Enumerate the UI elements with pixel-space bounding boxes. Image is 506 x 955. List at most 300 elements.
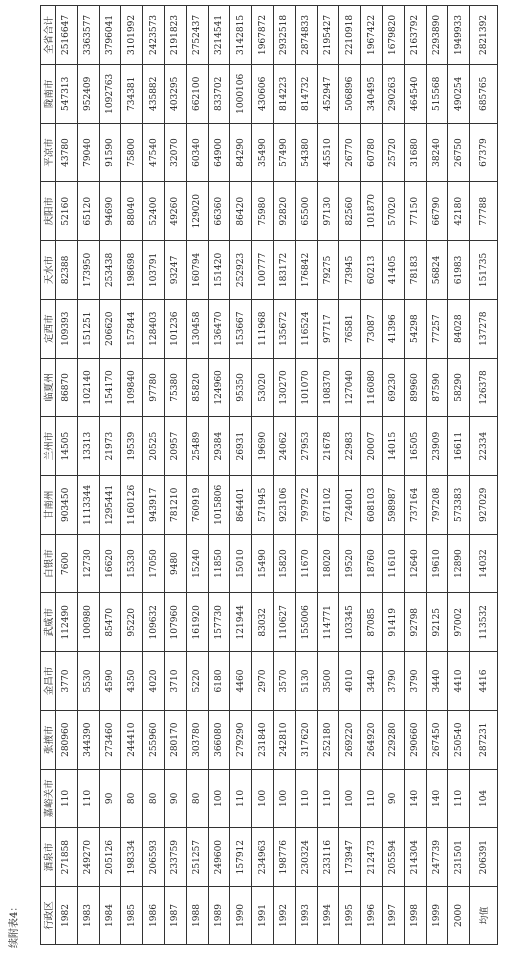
- table-cell: 252923: [230, 241, 252, 300]
- table-cell: 21973: [99, 417, 121, 476]
- table-cell: 57490: [273, 123, 295, 182]
- column-header: 嘉峪关市: [41, 769, 56, 828]
- table-cell: 110: [448, 769, 470, 828]
- table-cell: 80: [186, 769, 208, 828]
- table-cell: 206620: [99, 299, 121, 358]
- table-cell: 83032: [252, 593, 274, 652]
- data-table: [40, 5, 498, 945]
- table-cell: 231501: [448, 828, 470, 887]
- table-cell: 242810: [273, 710, 295, 769]
- table-cell: 927029: [470, 475, 498, 534]
- table-cell: 47540: [143, 123, 165, 182]
- header-row: [41, 6, 56, 945]
- table-row: [448, 6, 470, 945]
- table-cell: 116080: [361, 358, 383, 417]
- table-cell: 97130: [317, 182, 339, 241]
- table-cell: 7600: [56, 534, 78, 593]
- table-cell: 20957: [164, 417, 186, 476]
- table-cell: 21678: [317, 417, 339, 476]
- table-cell: 1113344: [77, 475, 99, 534]
- column-header: 金昌市: [41, 652, 56, 711]
- table-cell: 93247: [164, 241, 186, 300]
- table-cell: 14015: [382, 417, 404, 476]
- table-cell: 4010: [339, 652, 361, 711]
- table-cell: 101870: [361, 182, 383, 241]
- column-header: 临夏州: [41, 358, 56, 417]
- table-cell: 173950: [77, 241, 99, 300]
- table-cell: 87590: [426, 358, 448, 417]
- table-cell: 130458: [186, 299, 208, 358]
- table-row: [56, 6, 78, 945]
- row-label-cell: 1996: [361, 887, 383, 945]
- table-cell: 1160126: [121, 475, 143, 534]
- table-cell: 22983: [339, 417, 361, 476]
- table-cell: 4590: [99, 652, 121, 711]
- table-cell: 3142815: [230, 6, 252, 65]
- table-cell: 77150: [404, 182, 426, 241]
- table-cell: 90: [99, 769, 121, 828]
- table-cell: 151735: [470, 241, 498, 300]
- table-cell: 250540: [448, 710, 470, 769]
- table-cell: 66360: [208, 182, 230, 241]
- table-cell: 244410: [121, 710, 143, 769]
- table-cell: 126378: [470, 358, 498, 417]
- table-cell: 2423573: [143, 6, 165, 65]
- table-cell: 89960: [404, 358, 426, 417]
- table-row: [208, 6, 230, 945]
- table-cell: 31680: [404, 123, 426, 182]
- table-cell: 814223: [273, 64, 295, 123]
- table-cell: 2516647: [56, 6, 78, 65]
- table-cell: 130270: [273, 358, 295, 417]
- table-cell: 107960: [164, 593, 186, 652]
- table-cell: 11850: [208, 534, 230, 593]
- table-cell: 573383: [448, 475, 470, 534]
- table-cell: 280170: [164, 710, 186, 769]
- table-cell: 73945: [339, 241, 361, 300]
- table-cell: 12640: [404, 534, 426, 593]
- table-cell: 317620: [295, 710, 317, 769]
- table-cell: 90: [382, 769, 404, 828]
- table-cell: 252180: [317, 710, 339, 769]
- table-cell: 1949933: [448, 6, 470, 65]
- row-label-cell: 1991: [252, 887, 274, 945]
- table-cell: 1092763: [99, 64, 121, 123]
- table-cell: 814732: [295, 64, 317, 123]
- table-cell: 797972: [295, 475, 317, 534]
- table-cell: 15490: [252, 534, 274, 593]
- rotated-table-container: [40, 5, 498, 945]
- column-header: 甘南州: [41, 475, 56, 534]
- table-cell: 110: [295, 769, 317, 828]
- table-cell: 100980: [77, 593, 99, 652]
- table-cell: 65500: [295, 182, 317, 241]
- table-row: [77, 6, 99, 945]
- table-cell: 85470: [99, 593, 121, 652]
- table-cell: 151420: [208, 241, 230, 300]
- table-cell: 88040: [121, 182, 143, 241]
- table-cell: 110: [317, 769, 339, 828]
- row-label-cell: 均值: [470, 887, 498, 945]
- table-cell: 2874833: [295, 6, 317, 65]
- table-cell: 4410: [448, 652, 470, 711]
- table-cell: 77788: [470, 182, 498, 241]
- table-cell: 128403: [143, 299, 165, 358]
- table-cell: 109840: [121, 358, 143, 417]
- table-cell: 92125: [426, 593, 448, 652]
- table-cell: 79040: [77, 123, 99, 182]
- table-cell: 87085: [361, 593, 383, 652]
- table-cell: 75980: [252, 182, 274, 241]
- table-cell: 2752437: [186, 6, 208, 65]
- table-cell: 110: [361, 769, 383, 828]
- table-cell: 452947: [317, 64, 339, 123]
- table-cell: 38240: [426, 123, 448, 182]
- table-cell: 79275: [317, 241, 339, 300]
- table-cell: 17050: [143, 534, 165, 593]
- table-cell: 4460: [230, 652, 252, 711]
- table-cell: 20525: [143, 417, 165, 476]
- table-cell: 108370: [317, 358, 339, 417]
- table-cell: 75800: [121, 123, 143, 182]
- table-cell: 247739: [426, 828, 448, 887]
- table-cell: 3101992: [121, 6, 143, 65]
- table-cell: 92820: [273, 182, 295, 241]
- table-cell: 2195427: [317, 6, 339, 65]
- table-cell: 84028: [448, 299, 470, 358]
- table-cell: 515568: [426, 64, 448, 123]
- table-row: [273, 6, 295, 945]
- column-header: 庆阳市: [41, 182, 56, 241]
- row-label-cell: 1988: [186, 887, 208, 945]
- table-cell: 2191823: [164, 6, 186, 65]
- table-cell: 464540: [404, 64, 426, 123]
- table-cell: 547313: [56, 64, 78, 123]
- table-cell: 58290: [448, 358, 470, 417]
- table-cell: 598987: [382, 475, 404, 534]
- table-cell: 43780: [56, 123, 78, 182]
- table-cell: 90: [164, 769, 186, 828]
- table-cell: 737164: [404, 475, 426, 534]
- table-cell: 103345: [339, 593, 361, 652]
- table-cell: 155006: [295, 593, 317, 652]
- table-cell: 100: [208, 769, 230, 828]
- table-cell: 157844: [121, 299, 143, 358]
- table-cell: 234963: [252, 828, 274, 887]
- table-cell: 205126: [99, 828, 121, 887]
- table-cell: 3790: [404, 652, 426, 711]
- table-cell: 214304: [404, 828, 426, 887]
- table-cell: 110627: [273, 593, 295, 652]
- table-cell: 212473: [361, 828, 383, 887]
- table-cell: 760919: [186, 475, 208, 534]
- table-cell: 344390: [77, 710, 99, 769]
- column-header: 陇南市: [41, 64, 56, 123]
- table-cell: 3363577: [77, 6, 99, 65]
- table-cell: 269220: [339, 710, 361, 769]
- table-cell: 82560: [339, 182, 361, 241]
- table-cell: 69230: [382, 358, 404, 417]
- table-cell: 92798: [404, 593, 426, 652]
- table-cell: 76581: [339, 299, 361, 358]
- table-cell: 435882: [143, 64, 165, 123]
- table-cell: 157730: [208, 593, 230, 652]
- table-cell: 15240: [186, 534, 208, 593]
- column-header: 酒泉市: [41, 828, 56, 887]
- table-cell: 18020: [317, 534, 339, 593]
- table-cell: 290263: [382, 64, 404, 123]
- table-caption-box: [5, 838, 25, 948]
- table-cell: 129020: [186, 182, 208, 241]
- table-row: [382, 6, 404, 945]
- table-cell: 84290: [230, 123, 252, 182]
- table-cell: 56824: [426, 241, 448, 300]
- table-cell: 23909: [426, 417, 448, 476]
- table-cell: 11610: [382, 534, 404, 593]
- table-cell: 833702: [208, 64, 230, 123]
- table-cell: 97780: [143, 358, 165, 417]
- table-cell: 280960: [56, 710, 78, 769]
- table-cell: 5130: [295, 652, 317, 711]
- table-cell: 13313: [77, 417, 99, 476]
- table-cell: 198776: [273, 828, 295, 887]
- table-cell: 264920: [361, 710, 383, 769]
- table-cell: 290660: [404, 710, 426, 769]
- row-label-cell: 1998: [404, 887, 426, 945]
- table-cell: 64900: [208, 123, 230, 182]
- row-label-cell: 1989: [208, 887, 230, 945]
- row-label-cell: 1984: [99, 887, 121, 945]
- table-cell: 26770: [339, 123, 361, 182]
- column-header: 行政区: [41, 887, 56, 945]
- table-cell: 41405: [382, 241, 404, 300]
- table-cell: 2932518: [273, 6, 295, 65]
- table-cell: 16505: [404, 417, 426, 476]
- table-cell: 95350: [230, 358, 252, 417]
- table-cell: 160794: [186, 241, 208, 300]
- table-row: [143, 6, 165, 945]
- table-cell: 140: [426, 769, 448, 828]
- table-cell: 403295: [164, 64, 186, 123]
- table-cell: 100: [273, 769, 295, 828]
- table-cell: 12890: [448, 534, 470, 593]
- table-cell: 1015806: [208, 475, 230, 534]
- row-label-cell: 1999: [426, 887, 448, 945]
- table-inner: [40, 5, 498, 945]
- table-cell: 255960: [143, 710, 165, 769]
- row-label-cell: 1982: [56, 887, 78, 945]
- table-cell: 140: [404, 769, 426, 828]
- table-cell: 82388: [56, 241, 78, 300]
- table-cell: 3440: [426, 652, 448, 711]
- table-cell: 249600: [208, 828, 230, 887]
- table-cell: 1000106: [230, 64, 252, 123]
- table-cell: 110: [230, 769, 252, 828]
- table-cell: 49260: [164, 182, 186, 241]
- row-label-cell: 2000: [448, 887, 470, 945]
- table-row: [186, 6, 208, 945]
- row-label-cell: 1985: [121, 887, 143, 945]
- table-cell: 73087: [361, 299, 383, 358]
- table-cell: 230324: [295, 828, 317, 887]
- table-cell: 571945: [252, 475, 274, 534]
- column-header: 天水市: [41, 241, 56, 300]
- table-cell: 271858: [56, 828, 78, 887]
- table-cell: 287231: [470, 710, 498, 769]
- table-cell: 25489: [186, 417, 208, 476]
- table-cell: 78183: [404, 241, 426, 300]
- table-cell: 101070: [295, 358, 317, 417]
- column-header: 张掖市: [41, 710, 56, 769]
- table-cell: 205594: [382, 828, 404, 887]
- table-cell: 19520: [339, 534, 361, 593]
- table-cell: 60340: [186, 123, 208, 182]
- table-cell: 104: [470, 769, 498, 828]
- table-cell: 15820: [273, 534, 295, 593]
- table-row: [470, 6, 498, 945]
- table-cell: 4020: [143, 652, 165, 711]
- table-cell: 18760: [361, 534, 383, 593]
- table-cell: 86420: [230, 182, 252, 241]
- table-cell: 86870: [56, 358, 78, 417]
- table-cell: 91419: [382, 593, 404, 652]
- table-cell: 724001: [339, 475, 361, 534]
- table-cell: 94690: [99, 182, 121, 241]
- table-cell: 340495: [361, 64, 383, 123]
- table-cell: 26750: [448, 123, 470, 182]
- table-cell: 2970: [252, 652, 274, 711]
- table-cell: 1679820: [382, 6, 404, 65]
- table-cell: 2210918: [339, 6, 361, 65]
- table-cell: 41396: [382, 299, 404, 358]
- table-cell: 490254: [448, 64, 470, 123]
- table-cell: 1295441: [99, 475, 121, 534]
- table-cell: 4350: [121, 652, 143, 711]
- table-cell: 267450: [426, 710, 448, 769]
- table-cell: 3796041: [99, 6, 121, 65]
- table-row: [404, 6, 426, 945]
- table-cell: 3790: [382, 652, 404, 711]
- table-row: [295, 6, 317, 945]
- row-label-cell: 1983: [77, 887, 99, 945]
- table-cell: 173947: [339, 828, 361, 887]
- table-cell: 53020: [252, 358, 274, 417]
- table-cell: 2821392: [470, 6, 498, 65]
- table-cell: 112490: [56, 593, 78, 652]
- table-cell: 100777: [252, 241, 274, 300]
- table-cell: 903450: [56, 475, 78, 534]
- table-cell: 136470: [208, 299, 230, 358]
- table-cell: 67379: [470, 123, 498, 182]
- table-cell: 77257: [426, 299, 448, 358]
- table-cell: 109632: [143, 593, 165, 652]
- table-cell: 157912: [230, 828, 252, 887]
- table-cell: 102140: [77, 358, 99, 417]
- table-cell: 32070: [164, 123, 186, 182]
- table-cell: 233116: [317, 828, 339, 887]
- table-cell: 781210: [164, 475, 186, 534]
- table-cell: 608103: [361, 475, 383, 534]
- table-cell: 52160: [56, 182, 78, 241]
- table-cell: 54298: [404, 299, 426, 358]
- table-cell: 60213: [361, 241, 383, 300]
- table-cell: 109393: [56, 299, 78, 358]
- table-cell: 249270: [77, 828, 99, 887]
- table-cell: 3500: [317, 652, 339, 711]
- table-cell: 3570: [273, 652, 295, 711]
- column-header: 武威市: [41, 593, 56, 652]
- table-cell: 16611: [448, 417, 470, 476]
- table-cell: 113532: [470, 593, 498, 652]
- table-cell: 110: [56, 769, 78, 828]
- table-cell: 2163792: [404, 6, 426, 65]
- table-cell: 206391: [470, 828, 498, 887]
- table-cell: 137278: [470, 299, 498, 358]
- table-cell: 797208: [426, 475, 448, 534]
- table-cell: 9480: [164, 534, 186, 593]
- table-row: [99, 6, 121, 945]
- table-row: [317, 6, 339, 945]
- table-cell: 29384: [208, 417, 230, 476]
- table-cell: 61983: [448, 241, 470, 300]
- table-cell: 273460: [99, 710, 121, 769]
- table-row: [230, 6, 252, 945]
- table-cell: 42180: [448, 182, 470, 241]
- table-cell: 2293890: [426, 6, 448, 65]
- table-cell: 3440: [361, 652, 383, 711]
- row-label-cell: 1994: [317, 887, 339, 945]
- column-header: 白银市: [41, 534, 56, 593]
- column-header: 定西市: [41, 299, 56, 358]
- row-label-cell: 1992: [273, 887, 295, 945]
- table-cell: 75380: [164, 358, 186, 417]
- table-cell: 14032: [470, 534, 498, 593]
- column-header: 兰州市: [41, 417, 56, 476]
- column-header: 平凉市: [41, 123, 56, 182]
- table-cell: 229280: [382, 710, 404, 769]
- table-cell: 206593: [143, 828, 165, 887]
- table-cell: 279290: [230, 710, 252, 769]
- table-cell: 19690: [252, 417, 274, 476]
- table-cell: 251257: [186, 828, 208, 887]
- table-cell: 103791: [143, 241, 165, 300]
- table-cell: 45510: [317, 123, 339, 182]
- table-cell: 5530: [77, 652, 99, 711]
- table-cell: 65120: [77, 182, 99, 241]
- table-cell: 16620: [99, 534, 121, 593]
- table-cell: 231840: [252, 710, 274, 769]
- table-cell: 52400: [143, 182, 165, 241]
- table-cell: 27953: [295, 417, 317, 476]
- table-cell: 25720: [382, 123, 404, 182]
- table-cell: 198334: [121, 828, 143, 887]
- table-cell: 97002: [448, 593, 470, 652]
- column-header: 全省合计: [41, 6, 56, 65]
- table-cell: 35490: [252, 123, 274, 182]
- table-cell: 923106: [273, 475, 295, 534]
- row-label-cell: 1986: [143, 887, 165, 945]
- table-cell: 430606: [252, 64, 274, 123]
- table-cell: 176842: [295, 241, 317, 300]
- table-cell: 22334: [470, 417, 498, 476]
- table-cell: 14505: [56, 417, 78, 476]
- table-row: [121, 6, 143, 945]
- row-label-cell: 1990: [230, 887, 252, 945]
- table-cell: 11670: [295, 534, 317, 593]
- table-cell: 121944: [230, 593, 252, 652]
- table-cell: 153667: [230, 299, 252, 358]
- table-cell: 111968: [252, 299, 274, 358]
